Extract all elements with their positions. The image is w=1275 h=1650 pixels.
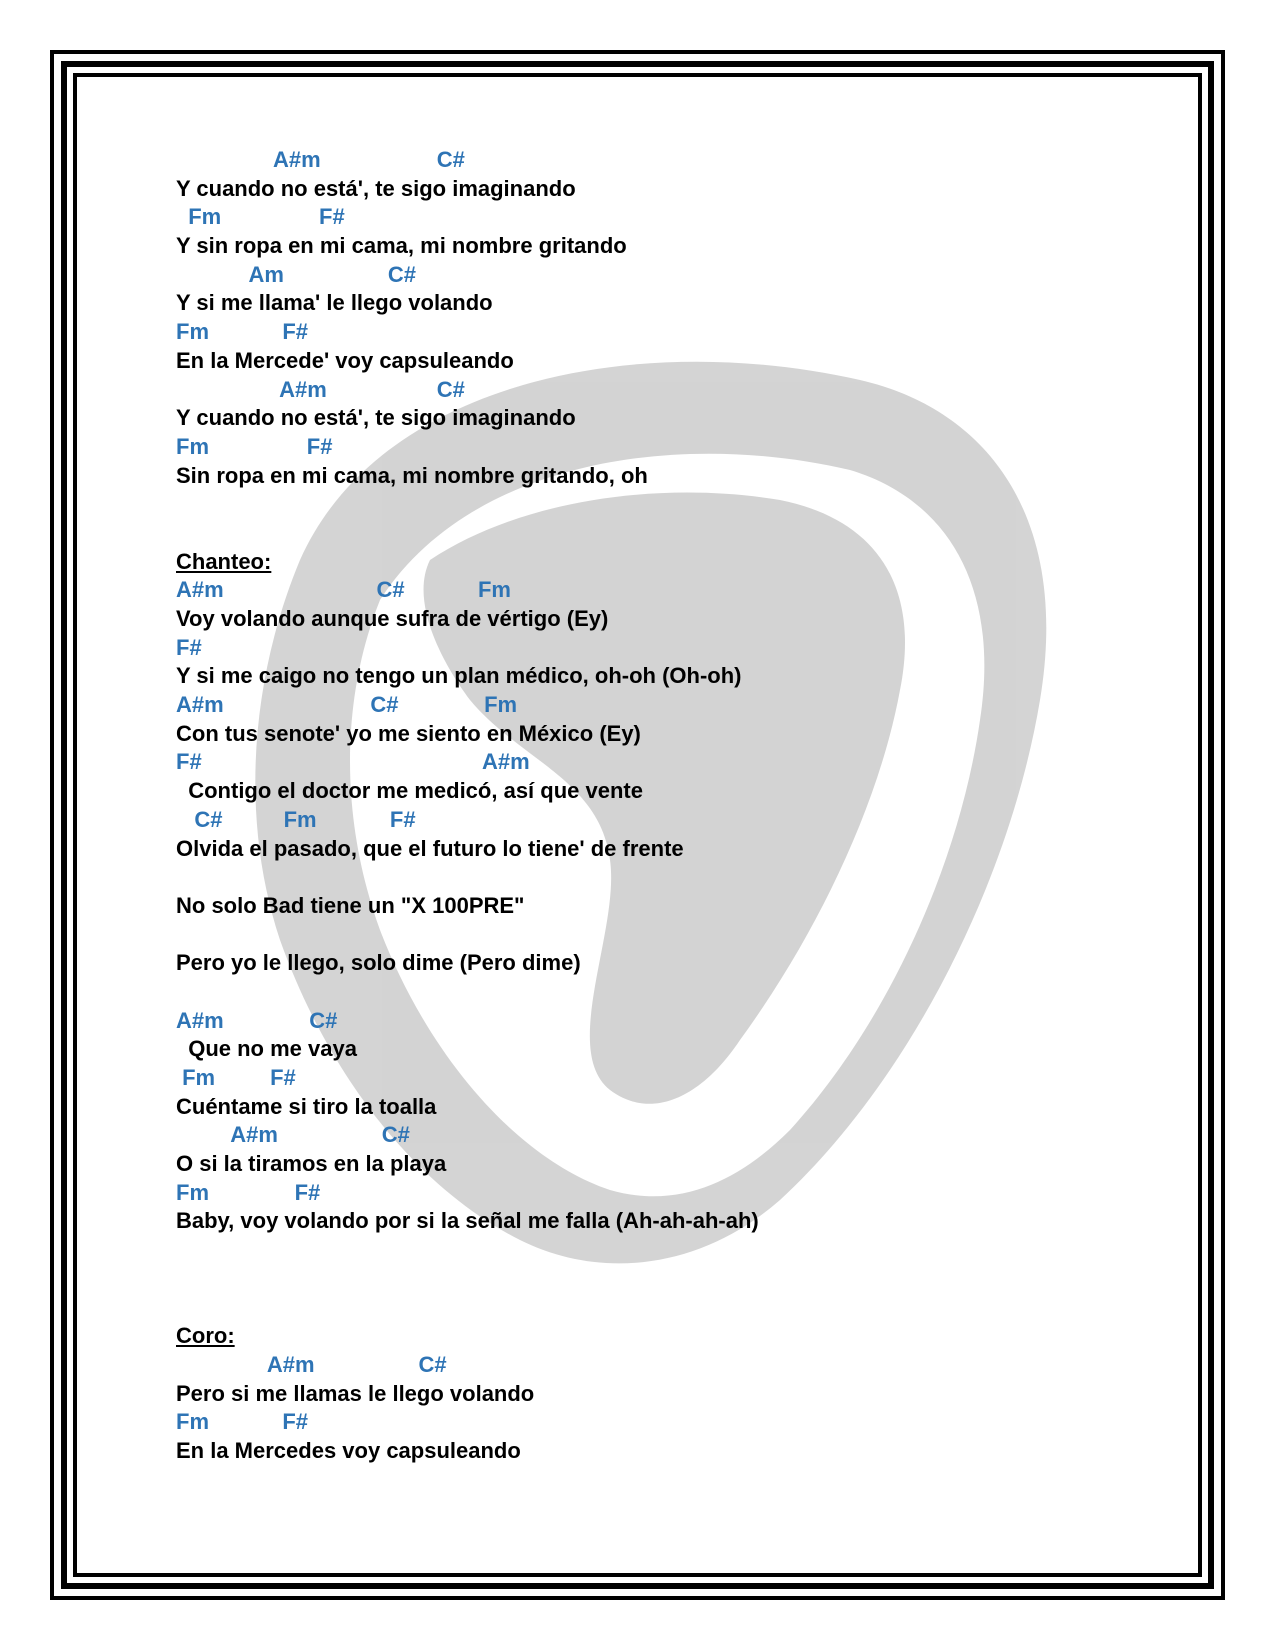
chord-line: A#m C# Fm	[176, 692, 518, 718]
lyric-line: O si la tiramos en la playa	[176, 1151, 447, 1177]
lyric-line: Que no me vaya	[176, 1036, 357, 1062]
chord-line: Fm F#	[176, 433, 333, 459]
lyric-line: Baby, voy volando por si la señal me falla (Ah-ah-ah-ah)	[176, 1208, 759, 1234]
lyric-line: Y si me caigo no tengo un plan médico, oh-oh (Oh-oh)	[176, 663, 742, 689]
lyric-line: En la Mercede' voy capsuleando	[176, 347, 514, 373]
lyric-line: Olvida el pasado, que el futuro lo tiene' de frente	[176, 835, 684, 861]
blank-line	[176, 1265, 1156, 1294]
lyric-line: En la Mercedes voy capsuleando	[176, 1437, 521, 1463]
lyric-line: Sin ropa en mi cama, mi nombre gritando, oh	[176, 462, 648, 488]
section-heading: Chanteo:	[176, 548, 272, 574]
lyric-line: Y si me llama' le llego volando	[176, 290, 493, 316]
blank-line	[176, 978, 1156, 1007]
chord-line: A#m C#	[176, 1122, 410, 1148]
lyric-line: Cuéntame si tiro la toalla	[176, 1093, 437, 1119]
section-heading: Coro:	[176, 1323, 235, 1349]
blank-line	[176, 1294, 1156, 1323]
lyric-line: No solo Bad tiene un "X 100PRE"	[176, 892, 525, 918]
chord-line: Fm F#	[176, 1409, 309, 1435]
chord-line: F# A#m	[176, 749, 530, 775]
chord-line: Fm F#	[176, 1179, 321, 1205]
lyric-line: Voy volando aunque sufra de vértigo (Ey)	[176, 606, 609, 631]
lyric-line: Y cuando no está', te sigo imaginando	[176, 175, 576, 201]
lyric-line: Pero si me llamas le llego volando	[176, 1380, 535, 1406]
lyric-line: Pero yo le llego, solo dime (Pero dime)	[176, 950, 581, 976]
chord-line: A#m C#	[176, 376, 465, 402]
chord-line: Fm F#	[176, 319, 309, 345]
chord-sheet	[176, 146, 1156, 1466]
lyric-line: Y cuando no está', te sigo imaginando	[176, 405, 576, 431]
chord-line: F#	[176, 634, 202, 660]
blank-line	[176, 921, 1156, 950]
lyric-line: Contigo el doctor me medicó, así que vente	[176, 778, 643, 804]
chord-line: A#m C# Fm	[176, 577, 511, 603]
blank-line	[176, 519, 1156, 548]
chord-line: Am C#	[176, 261, 417, 287]
blank-line	[176, 490, 1156, 519]
chord-line: C# Fm F#	[176, 806, 416, 832]
lyric-line: Y sin ropa en mi cama, mi nombre gritando	[176, 233, 627, 259]
blank-line	[176, 1236, 1156, 1265]
chord-line: Fm F#	[176, 1065, 296, 1090]
chord-line: A#m C#	[176, 1351, 447, 1377]
chord-line: Fm F#	[176, 204, 345, 230]
chord-line: A#m C#	[176, 147, 465, 172]
chord-line: A#m C#	[176, 1007, 338, 1033]
blank-line	[176, 863, 1156, 892]
lyric-line: Con tus senote' yo me siento en México (Ey)	[176, 720, 641, 746]
